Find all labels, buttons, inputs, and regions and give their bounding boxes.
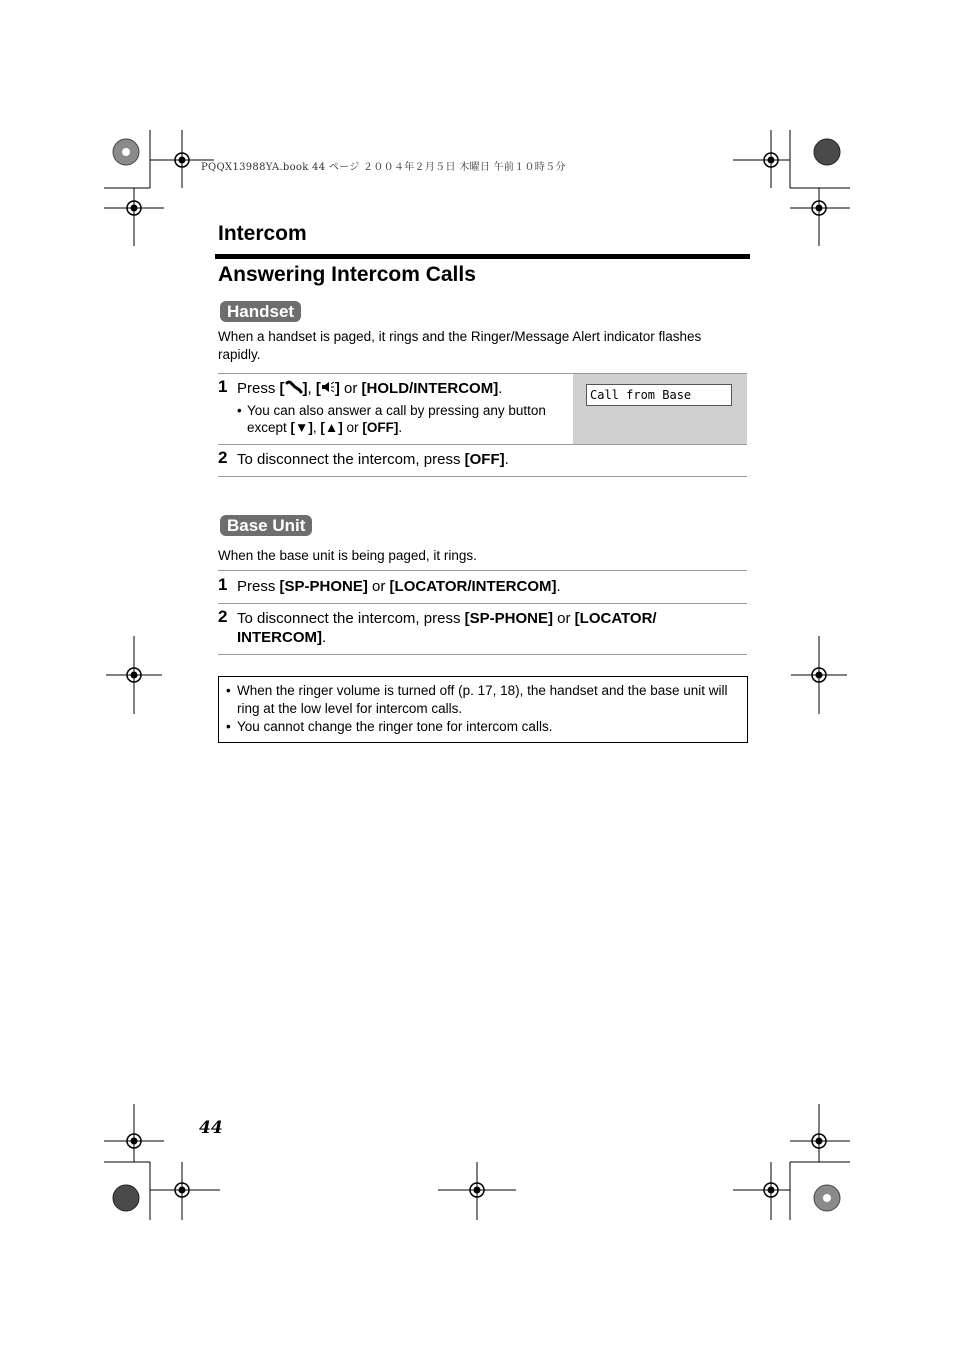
lcd-display: Call from Base [586, 384, 732, 406]
handset-intro: When a handset is paged, it rings and the Ringer/Message Alert indicator flashes rapidly. [218, 329, 702, 362]
handset-step-1-note: • You can also answer a call by pressing any button except [▼], [▲] or [OFF]. [237, 403, 546, 435]
notes-box [218, 676, 748, 743]
print-header: PQQX13988YA.book 44 ページ ２００４年２月５日 木曜日 午前１０時５分 [201, 162, 566, 173]
divider [218, 654, 747, 655]
talk-key-icon [285, 380, 303, 394]
note-1: • When the ringer volume is turned off (p. 17, 18), the handset and the base unit will ring at the low level for intercom calls. [226, 683, 728, 716]
handset-step-2: 2 To disconnect the intercom, press [OFF]. [218, 448, 509, 468]
handset-step-1: 1 Press [ ], [ ] or [HOLD/INTERCOM]. [218, 377, 503, 397]
handset-tag: Handset [220, 301, 301, 322]
heading-rule [215, 254, 750, 259]
base-step-1: 1 Press [SP-PHONE] or [LOCATOR/INTERCOM]. [218, 575, 561, 595]
divider [218, 476, 747, 477]
page-number: 44 [199, 1118, 223, 1138]
base-unit-intro: When the base unit is being paged, it rings. [218, 548, 477, 563]
divider [218, 603, 747, 604]
step-number: 1 [218, 377, 228, 396]
speakerphone-key-icon [321, 380, 335, 394]
section-heading: Intercom [218, 222, 307, 245]
page-title: Answering Intercom Calls [218, 263, 476, 286]
divider [218, 570, 747, 571]
base-step-2: 2 To disconnect the intercom, press [SP-PHONE] or [LOCATOR/ INTERCOM]. [218, 607, 657, 646]
base-unit-tag: Base Unit [220, 515, 312, 536]
divider [218, 444, 747, 445]
note-2: • You cannot change the ringer tone for intercom calls. [226, 719, 553, 734]
